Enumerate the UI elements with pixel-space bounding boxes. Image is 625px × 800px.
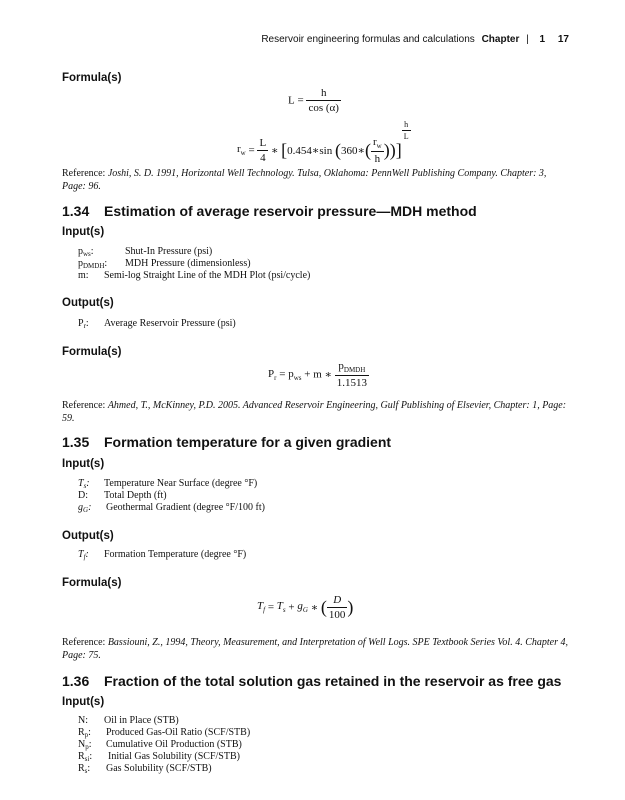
def-pws: $p_{ws}$: Shut-In Pressure (psi): [78, 246, 213, 258]
inputs-heading-134: Input(s): [62, 226, 105, 238]
reference-text: Joshi, S. D. 1991, Horizontal Well Technology. Tulsa, Oklahoma: PennWell Publishing Company. Chapter: 3, Page: 96.: [62, 168, 547, 192]
def-gg: $g_G$: Geothermal Gradient (degree °F/100 ft): [78, 502, 265, 514]
running-head: [261, 34, 569, 45]
temp-fraction: $\frac{D}{100}$: [328, 594, 346, 621]
formula-heading-135: Formula(s): [62, 577, 122, 589]
eq1-numerator: h: [306, 87, 341, 101]
def-pr: $P_r$: Average Reservoir Pressure (psi): [78, 318, 236, 330]
section-1-36-heading: 1.36 Fraction of the total solution gas retained in the reservoir as free gas: [62, 673, 562, 689]
def-d: D: Total Depth (ft): [78, 490, 167, 501]
def-tf: $T_f$: Formation Temperature (degree °F): [78, 549, 247, 561]
chapter-label: Chapter: [481, 34, 520, 45]
reference-prev: [62, 167, 570, 193]
eq1-denominator: cos (α): [308, 102, 339, 114]
eq2-inner: 360∗: [341, 144, 365, 157]
mdh-fraction: $\frac{p_{DMDH}}{1.1513}$: [336, 360, 367, 390]
eq2-star: ∗: [270, 144, 279, 157]
inputs-heading-136: Input(s): [62, 696, 105, 708]
eq2-frac-den: 4: [260, 151, 266, 164]
equation-effective-radius: $r_w$ = $\frac{L}{4}$ ∗ [0.454∗sin (360∗( $\frac{r_w}{h}$ ))] $\frac{h}{L}$: [237, 120, 409, 166]
def-pdmdh: $p_{DMDH}$: MDH Pressure (dimensionless): [78, 258, 251, 270]
section-1-34-heading: 1.34 Estimation of average reservoir pressure—MDH method: [62, 203, 477, 219]
header-separator: |: [526, 34, 529, 45]
def-rs: $R_s$: Gas Solubility (SCF/STB): [78, 763, 212, 775]
eq2-fraction: [257, 137, 268, 164]
running-title: Reservoir engineering formulas and calculations: [261, 34, 475, 45]
eq2-frac-num: L: [259, 136, 267, 149]
def-ts: $T_s$: Temperature Near Surface (degree °F): [78, 478, 258, 490]
equation-formation-temperature: $T_f = T_s + g_G$ ∗ ( $\frac{D}{100}$ ): [257, 594, 354, 621]
def-rp: $R_p$: Produced Gas-Oil Ratio (SCF/STB): [78, 727, 251, 739]
def-np: $N_p$: Cumulative Oil Production (STB): [78, 739, 242, 751]
formula-heading-134: Formula(s): [62, 346, 122, 358]
section-1-35-heading: 1.35 Formation temperature for a given gradient: [62, 434, 392, 450]
formula-heading-prev: Formula(s): [62, 72, 122, 84]
reference-134: Reference: Ahmed, T., McKinney, P.D. 2005. Advanced Reservoir Engineering, Gulf Publishing of Elsevier, Chapter: 1, Page: 59.: [62, 400, 567, 424]
eq2-lhs: $r_w$: [237, 143, 246, 158]
def-rsi: $R_{si}$: Initial Gas Solubility (SCF/STB): [78, 751, 240, 763]
outputs-heading-134: Output(s): [62, 297, 114, 309]
def-m: m: Semi-log Straight Line of the MDH Plot (psi/cycle): [78, 270, 311, 281]
eq1-fraction: [306, 87, 341, 114]
eq2-rw-over-h: $\frac{r_w}{h}$: [372, 135, 382, 166]
chapter-number: 1: [539, 34, 546, 45]
equation-mdh: $P_r = p_{ws} + m$ ∗ $\frac{p_{DMDH}}{1.1513}$: [268, 360, 367, 390]
page-number: 17: [557, 34, 569, 45]
reference-label: Reference:: [62, 168, 106, 179]
reference-135: Reference: Bassiouni, Z., 1994, Theory, Measurement, and Interpretation of Well Logs. SPE Textbook Series Vol. 4. Chapter 4, Page: 75.: [62, 637, 568, 661]
outputs-heading-135: Output(s): [62, 530, 114, 542]
eq2-equals: =: [248, 144, 255, 157]
inputs-heading-135: Input(s): [62, 458, 105, 470]
equation-length: [288, 87, 341, 114]
eq2-exponent: $\frac{h}{L}$: [403, 120, 409, 141]
eq1-lhs: L: [288, 94, 295, 107]
eq1-equals: =: [297, 94, 304, 107]
def-n: N: Oil in Place (STB): [78, 715, 179, 726]
eq2-coefficient: 0.454∗sin: [287, 144, 333, 157]
